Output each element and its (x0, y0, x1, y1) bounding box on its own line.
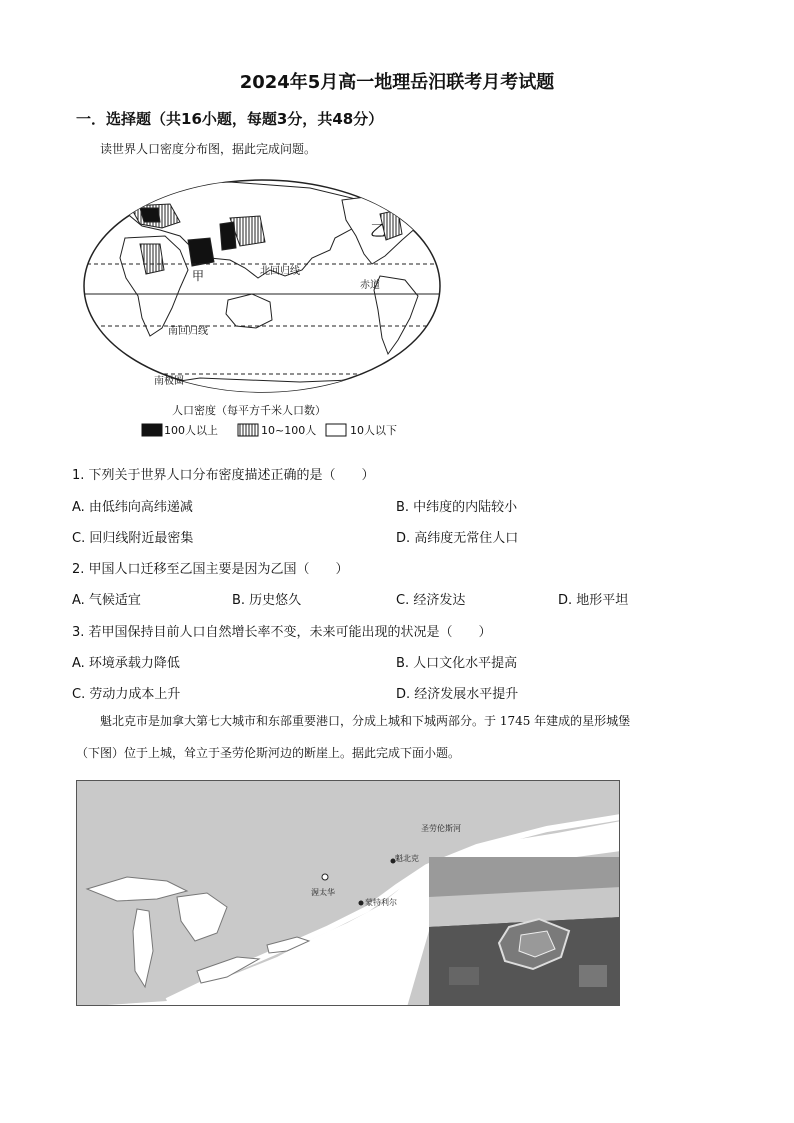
page-title: 2024年5月高一地理岳汨联考月考试题 (239, 72, 555, 93)
legend-high-label: 100人以上 (164, 424, 218, 437)
south-asia-high-density (188, 238, 214, 266)
label-tropic-north: 北回归线 (260, 266, 300, 277)
world-population-map (80, 178, 450, 443)
question-3-option-d[interactable]: D. 经济发展水平提升 (396, 687, 519, 702)
question-2-stem: 2. 甲国人口迁移至乙国主要是因为乙国（ ） (72, 562, 349, 577)
intro-text: 读世界人口密度分布图，据此完成问题。 (100, 142, 317, 156)
legend-mid-swatch (238, 424, 258, 436)
legend-title: 人口密度（每平方千米人口数） (172, 404, 326, 417)
question-2-option-b[interactable]: B. 历史悠久 (232, 593, 302, 608)
legend-low-swatch (326, 424, 346, 436)
label-quebec: 魁北克 (395, 854, 419, 863)
question-3-option-b[interactable]: B. 人口文化水平提高 (396, 656, 518, 671)
label-jia: 甲 (192, 269, 205, 283)
passage-line-1: 魁北克市是加拿大第七大城市和东部重要港口，分成上城和下城两部分。于 1745 年建成的星形城堡 (100, 714, 631, 728)
section-heading: 一．选择题（共16小题，每题3分，共48分） (76, 110, 384, 128)
citadel-photo-art (429, 857, 620, 1006)
question-1-stem: 1. 下列关于世界人口分布密度描述正确的是（ ） (72, 468, 375, 483)
label-equator: 赤道 (360, 280, 380, 291)
montreal-marker (359, 901, 364, 906)
label-river: 圣劳伦斯河 (421, 824, 461, 833)
quebec-map-figure (76, 780, 620, 1006)
label-montreal: 蒙特利尔 (365, 898, 397, 907)
label-antarctic: 南极圈 (154, 376, 184, 387)
question-3-option-a[interactable]: A. 环境承载力降低 (72, 656, 180, 671)
question-3-stem: 3. 若甲国保持目前人口自然增长率不变，未来可能出现的状况是（ ） (72, 625, 492, 640)
question-2-option-a[interactable]: A. 气候适宜 (72, 593, 141, 608)
legend-mid-label: 10~100人 (261, 424, 317, 437)
label-ottawa: 渥太华 (311, 888, 335, 897)
legend-high-swatch (142, 424, 162, 436)
citadel-aerial-photo (429, 857, 620, 1006)
question-2-option-d[interactable]: D. 地形平坦 (558, 593, 629, 608)
question-3-option-c[interactable]: C. 劳动力成本上升 (72, 687, 181, 702)
world-map-figure (80, 178, 450, 443)
east-asia-high-density (220, 222, 236, 250)
question-1-option-b[interactable]: B. 中纬度的内陆较小 (396, 500, 518, 515)
passage-line-2: （下图）位于上城，耸立于圣劳伦斯河边的断崖上。据此完成下面小题。 (76, 746, 461, 760)
question-1-option-a[interactable]: A. 由低纬向高纬递减 (72, 500, 193, 515)
europe-high-density (140, 208, 160, 222)
label-yi: 乙 (370, 221, 387, 240)
label-tropic-south: 南回归线 (168, 326, 208, 337)
legend-low-label: 10人以下 (350, 424, 397, 437)
question-2-option-c[interactable]: C. 经济发达 (396, 593, 466, 608)
question-1-option-c[interactable]: C. 回归线附近最密集 (72, 531, 194, 546)
question-1-option-d[interactable]: D. 高纬度无常住人口 (396, 531, 519, 546)
ottawa-marker (322, 874, 328, 880)
